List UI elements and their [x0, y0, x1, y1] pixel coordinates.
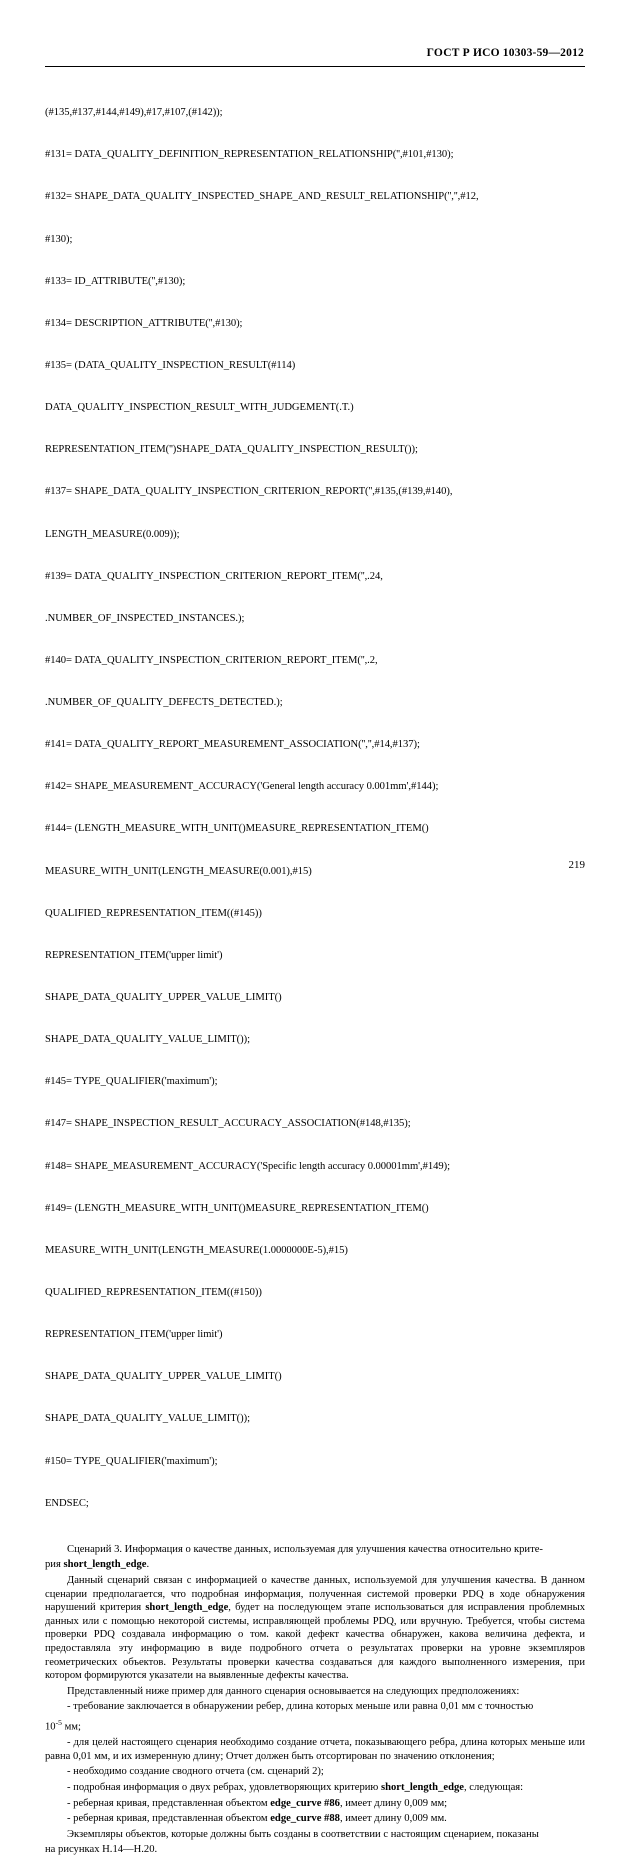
paragraph-assumption-1-cont [45, 1716, 585, 1734]
express-code-listing [45, 78, 585, 1539]
code-line: REPRESENTATION_ITEM('upper limit') [45, 1329, 223, 1341]
code-line: #148= SHAPE_MEASUREMENT_ACCURACY('Specific length accuracy 0.00001mm',#149); [45, 1160, 450, 1172]
edge88-pre: - реберная кривая, представленная объектом [67, 1813, 271, 1825]
scenario3-line2-post: . [146, 1559, 150, 1571]
scenario3-body-pre: Данный сценарий связан с информацией о качестве данных, используемой для улучшения качества. В данном сценарии предполагается, что подробная информация, полученная системой проверки PDQ в ходе обнаружения нарушений критерия [45, 1575, 585, 1614]
assumption4-post: , следующая: [463, 1781, 524, 1793]
code-line: QUALIFIED_REPRESENTATION_ITEM((#145)) [45, 907, 262, 919]
code-line: #145= TYPE_QUALIFIER('maximum'); [45, 1076, 218, 1088]
code-line: #144= (LENGTH_MEASURE_WITH_UNIT()MEASURE_REPRESENTATION_ITEM() [45, 823, 429, 835]
edge88-post: , имеет длину 0,009 мм. [339, 1813, 447, 1825]
code-line: LENGTH_MEASURE(0.009)); [45, 528, 180, 540]
criterion-name-bold: short_length_edge [63, 1559, 147, 1571]
edge-curve-86-bold: edge_curve #86 [270, 1797, 340, 1809]
code-line: #139= DATA_QUALITY_INSPECTION_CRITERION_REPORT_ITEM('',.24, [45, 570, 383, 582]
paragraph-scenario3-title [45, 1543, 585, 1557]
code-line: #150= TYPE_QUALIFIER('maximum'); [45, 1455, 218, 1467]
code-line: #147= SHAPE_INSPECTION_RESULT_ACCURACY_ASSOCIATION(#148,#135); [45, 1118, 411, 1130]
assumption4-pre: - подробная информация о двух ребрах, удовлетворяющих критерию [67, 1781, 381, 1793]
code-line: (#135,#137,#144,#149),#17,#107,(#142)); [45, 107, 223, 119]
page-content [45, 78, 585, 1857]
code-line: #131= DATA_QUALITY_DEFINITION_REPRESENTATION_RELATIONSHIP('',#101,#130); [45, 149, 454, 161]
code-line: SHAPE_DATA_QUALITY_VALUE_LIMIT()); [45, 1413, 250, 1425]
page-number: 219 [568, 859, 585, 871]
code-line: #142= SHAPE_MEASUREMENT_ACCURACY('General length accuracy 0.001mm',#144); [45, 781, 439, 793]
code-line: #149= (LENGTH_MEASURE_WITH_UNIT()MEASURE_REPRESENTATION_ITEM() [45, 1202, 429, 1214]
code-line: SHAPE_DATA_QUALITY_VALUE_LIMIT()); [45, 1034, 250, 1046]
code-line: MEASURE_WITH_UNIT(LENGTH_MEASURE(0.001),#15) [45, 865, 312, 877]
paragraph-figures-reference-cont: на рисунках Н.14—Н.20. [45, 1844, 158, 1856]
scenario3-body-post: , будет на последующем этапе использоваться для исправления проблемных данных или с помощью некоторой системы, исправляющей проблемы PDQ, или вручную. Требуется, чтобы система проверки PDQ создавала информацию о том. какой дефект качества обнаружен, какова величина дефекта, и предоставляла эту информацию в виде подробного отчета о результатах проверки на уровне экземпляров геометрических объектов. Результаты проверки качества создаваться для каждого выполненного измерения, при котором формируются указатели на выявленные дефекты качества. [45, 1602, 586, 1682]
code-line: SHAPE_DATA_QUALITY_UPPER_VALUE_LIMIT() [45, 1371, 282, 1383]
figures-ref-line1: Экземпляры объектов, которые должны быть созданы в соответствии с настоящим сценарием, показаны [67, 1828, 539, 1840]
code-line: .NUMBER_OF_QUALITY_DEFECTS_DETECTED.); [45, 697, 283, 709]
code-line: QUALIFIED_REPRESENTATION_ITEM((#150)) [45, 1287, 262, 1299]
scenario3-line1: Сценарий 3. Информация о качестве данных, используемая для улучшения качества относительно крите- [67, 1543, 543, 1555]
paragraph-scenario3-title-cont [45, 1558, 585, 1572]
code-line: #140= DATA_QUALITY_INSPECTION_CRITERION_REPORT_ITEM('',.2, [45, 654, 378, 666]
paragraph-scenario3-body [45, 1574, 585, 1683]
paragraph-edge-curve-88 [45, 1812, 585, 1826]
code-line: #135= (DATA_QUALITY_INSPECTION_RESULT(#114) [45, 359, 296, 371]
code-line: REPRESENTATION_ITEM('upper limit') [45, 949, 223, 961]
assumption1-exp-superscript: -5 [55, 1718, 62, 1727]
code-line: #134= DESCRIPTION_ATTRIBUTE('',#130); [45, 317, 243, 329]
page-header-standard-title: ГОСТ Р ИСО 10303-59—2012 [426, 47, 584, 59]
code-line: #141= DATA_QUALITY_REPORT_MEASUREMENT_ASSOCIATION('','',#14,#137); [45, 739, 420, 751]
assumption1-exp-post: мм; [61, 1721, 81, 1733]
code-line: #133= ID_ATTRIBUTE('',#130); [45, 275, 186, 287]
paragraph-assumption-2: - для целей настоящего сценария необходимо создание отчета, показывающего ребра, длина которых меньше или равна 0,01 мм, и их измеренную длину; Отчет должен быть отсортирован по значению отклонения; [45, 1737, 585, 1762]
code-line: REPRESENTATION_ITEM('')SHAPE_DATA_QUALITY_INSPECTION_RESULT()); [45, 444, 418, 456]
edge-curve-88-bold: edge_curve #88 [270, 1813, 340, 1825]
code-line: MEASURE_WITH_UNIT(LENGTH_MEASURE(1.0000000E-5),#15) [45, 1244, 348, 1256]
code-line: #132= SHAPE_DATA_QUALITY_INSPECTED_SHAPE_AND_RESULT_RELATIONSHIP('','',#12, [45, 191, 479, 203]
paragraph-assumption-1 [45, 1700, 585, 1714]
paragraph-edge-curve-86 [45, 1797, 585, 1811]
criterion-name-bold: short_length_edge [380, 1781, 464, 1793]
assumption1-line1: - требование заключается в обнаружении ребер, длина которых меньше или равна 0,01 мм с точностью [67, 1701, 534, 1713]
code-line: ENDSEC; [45, 1497, 89, 1509]
edge86-post: , имеет длину 0,009 мм; [339, 1797, 448, 1809]
code-line: DATA_QUALITY_INSPECTION_RESULT_WITH_JUDGEMENT(.T.) [45, 402, 354, 414]
code-line: .NUMBER_OF_INSPECTED_INSTANCES.); [45, 612, 245, 624]
paragraph-assumption-3: - необходимо создание сводного отчета (см. сценарий 2); [67, 1766, 324, 1778]
code-line: SHAPE_DATA_QUALITY_UPPER_VALUE_LIMIT() [45, 992, 282, 1004]
code-line: #137= SHAPE_DATA_QUALITY_INSPECTION_CRITERION_REPORT('',#135,(#139,#140), [45, 486, 453, 498]
paragraph-assumption-4 [45, 1781, 585, 1795]
edge86-pre: - реберная кривая, представленная объектом [67, 1797, 271, 1809]
criterion-name-bold: short_length_edge [145, 1602, 229, 1614]
assumption1-exp-base: 10 [45, 1721, 56, 1733]
scenario3-line2-pre: рия [45, 1559, 64, 1571]
paragraph-assumptions-intro: Представленный ниже пример для данного сценария основывается на следующих предположениях: [67, 1685, 520, 1697]
code-line: #130); [45, 233, 73, 245]
paragraph-figures-reference [45, 1828, 585, 1842]
header-divider [45, 66, 585, 67]
